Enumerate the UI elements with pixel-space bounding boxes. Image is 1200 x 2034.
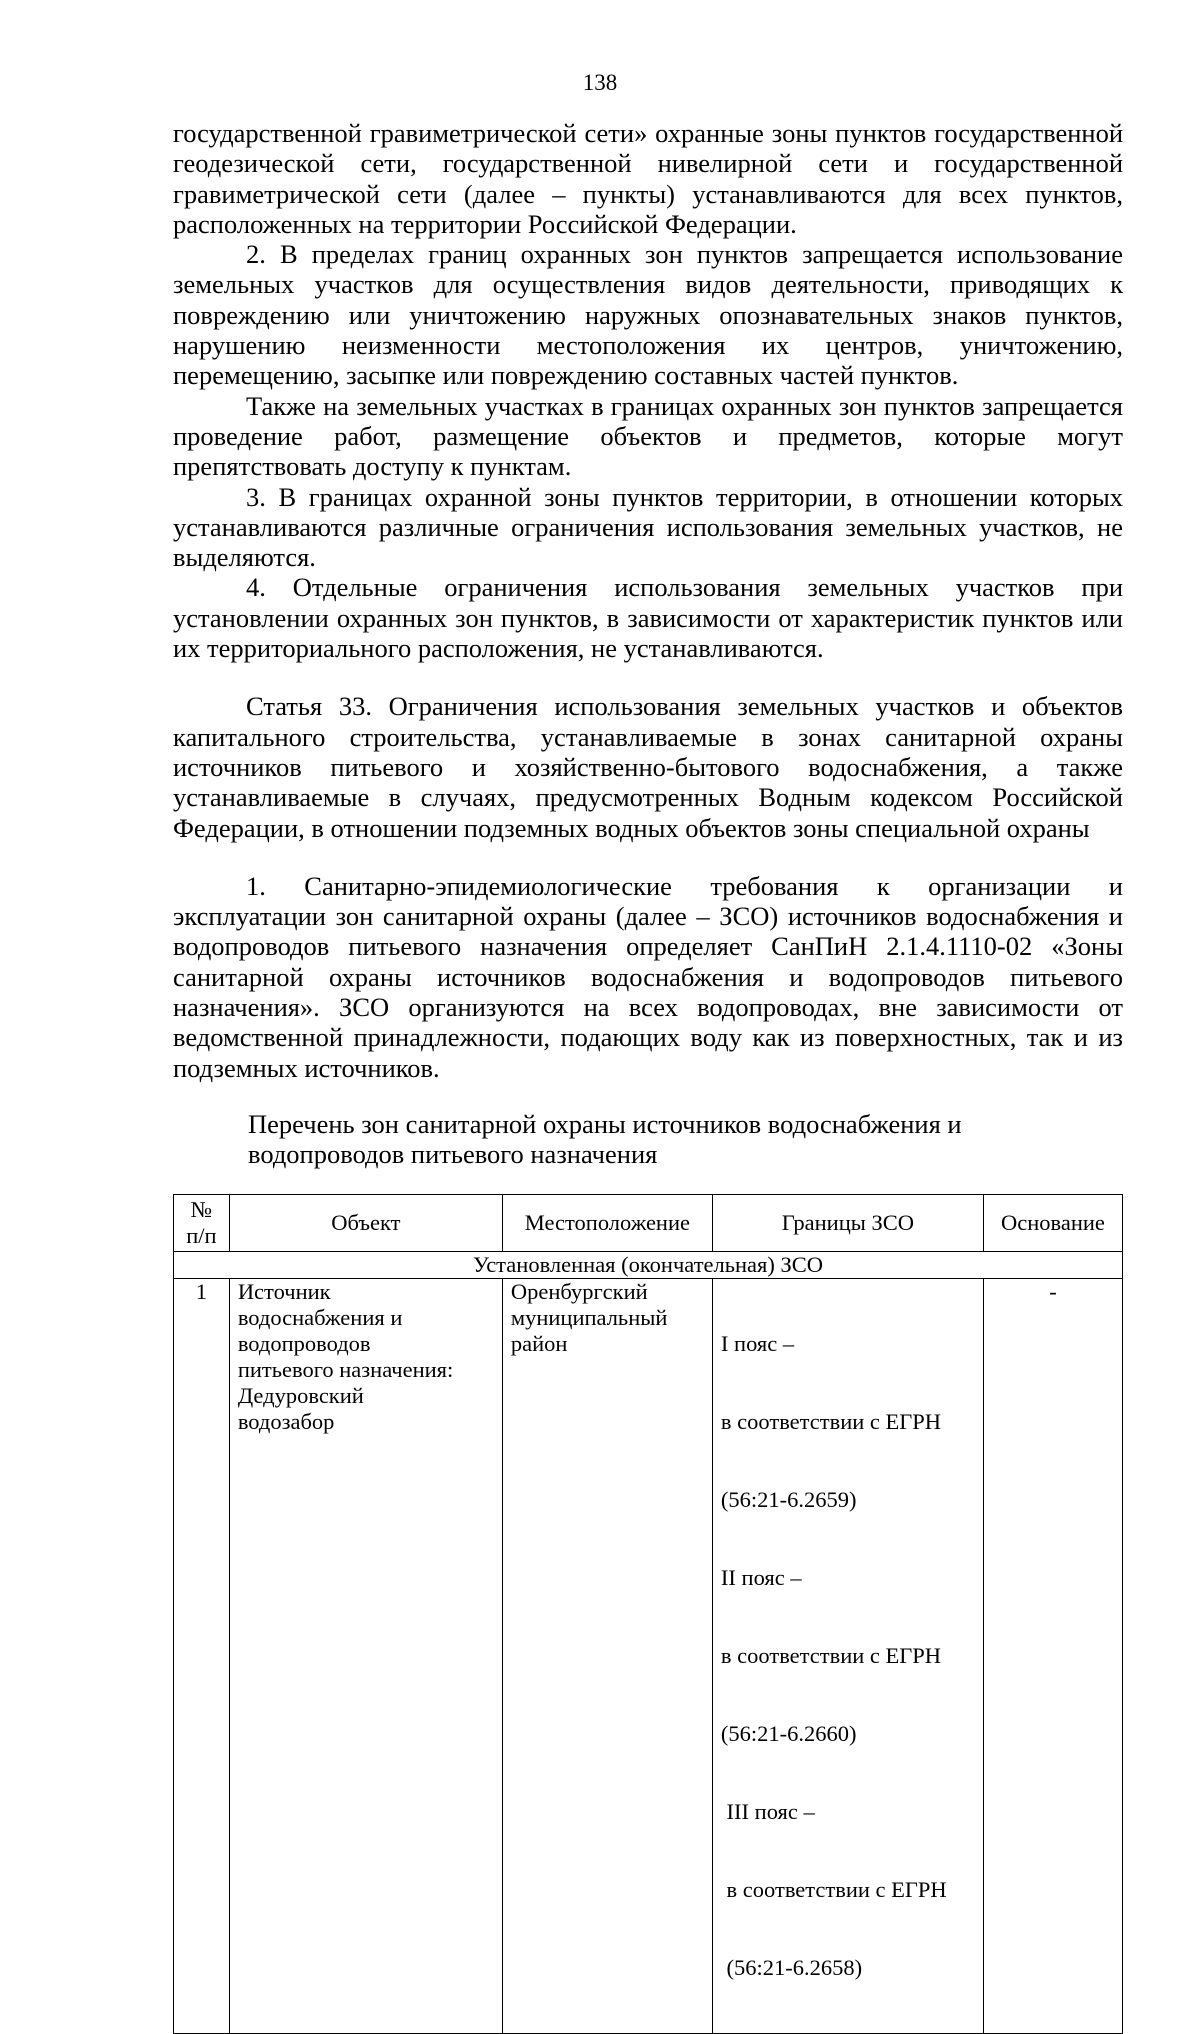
spacer	[173, 1083, 1123, 1109]
cell-line: водопроводов	[237, 1330, 371, 1356]
header-basis: Основание	[983, 1194, 1122, 1251]
cell-line: (56:21-6.2659)	[720, 1486, 857, 1512]
cell-num: 1	[174, 1278, 230, 2033]
paragraph-item-4: 4. Отдельные ограничения использования земельных участков при установлении охранных зон пунктов, в зависимости от характеристик пунктов или их территориального расположения, не устанавливаются.	[173, 572, 1123, 664]
cell-line: (56:21-6.2658)	[720, 1954, 863, 1980]
document-body	[173, 118, 1123, 2034]
cell-line: в соответствии с ЕГРН	[720, 1876, 947, 1902]
header-boundaries: Границы ЗСО	[712, 1194, 983, 1251]
table-group-row	[174, 1251, 1123, 1278]
cell-line: район	[510, 1330, 568, 1356]
table-title-line2: водопроводов питьевого назначения	[248, 1138, 658, 1169]
cell-line: муниципальный	[510, 1304, 668, 1330]
page-number: 138	[582, 70, 618, 95]
cell-location	[502, 1278, 712, 2033]
table-header-row	[174, 1194, 1123, 1251]
table-row	[174, 1278, 1123, 2033]
cell-object	[229, 1278, 502, 2033]
header-num-abbr: п/п	[186, 1222, 217, 1248]
cell-line: питьевого назначения:	[237, 1356, 454, 1382]
spacer	[173, 663, 1123, 691]
cell-line: в соответствии с ЕГРН	[720, 1408, 942, 1434]
cell-line: Оренбургский	[510, 1278, 648, 1304]
cell-line: водозабор	[237, 1408, 335, 1434]
header-num	[174, 1194, 230, 1251]
paragraph-sanpin: 1. Санитарно-эпидемиологические требования к организации и эксплуатации зон санитарной охраны (далее – ЗСО) источников водоснабжения и водопроводов питьевого назначения определяет СанПиН 2.1.4.1110-02 «Зоны санитарной охраны источников водоснабжения и водопроводов питьевого назначения». ЗСО организуются на всех водопроводах, вне зависимости от ведомственной принадлежности, подающих воду как из поверхностных, так и из подземных источников.	[173, 870, 1123, 1083]
spacer	[173, 843, 1123, 871]
paragraph-also: Также на земельных участках в границах охранных зон пунктов запрещается проведение работ, размещение объектов и предметов, которые могут препятствовать доступу к пунктам.	[173, 390, 1123, 482]
header-object: Объект	[229, 1194, 502, 1251]
cell-line: II пояс –	[720, 1564, 802, 1590]
cell-basis: -	[983, 1278, 1122, 2033]
cell-line: в соответствии с ЕГРН	[720, 1642, 942, 1668]
group-label: Установленная (окончательная) ЗСО	[174, 1251, 1123, 1278]
cell-line: водоснабжения и	[237, 1304, 403, 1330]
cell-line: (56:21-6.2660)	[720, 1720, 857, 1746]
header-num-sign: №	[190, 1196, 213, 1222]
cell-line: I пояс –	[720, 1330, 795, 1356]
paragraph-continuation: государственной гравиметрической сети» охранные зоны пунктов государственной геодезической сети, государственной нивелирной сети и государственной гравиметрической сети (далее – пункты) устанавливаются для всех пунктов, расположенных на территории Российской Федерации.	[173, 118, 1123, 239]
header-location: Местоположение	[502, 1194, 712, 1251]
table-title	[173, 1109, 1123, 1169]
cell-line: III пояс –	[720, 1798, 815, 1824]
article-heading: Статья 33. Ограничения использования земельных участков и объектов капитального строительства, устанавливаемые в зонах санитарной охраны источников питьевого и хозяйственно-бытового водоснабжения, а также устанавливаемые в случаях, предусмотренных Водным кодексом Российской Федерации, в отношении подземных водных объектов зоны специальной охраны	[173, 691, 1123, 843]
table-title-line1: Перечень зон санитарной охраны источников водоснабжения и	[248, 1108, 962, 1139]
cell-line: Дедуровский	[237, 1382, 364, 1408]
zso-table	[173, 1194, 1123, 2034]
cell-line: Источник	[237, 1278, 331, 1304]
paragraph-item-2: 2. В пределах границ охранных зон пунктов запрещается использование земельных участков для осуществления видов деятельности, приводящих к повреждению или уничтожению наружных опознавательных знаков пунктов, нарушению неизменности местоположения их центров, уничтожению, перемещению, засыпке или повреждению составных частей пунктов.	[173, 239, 1123, 391]
paragraph-item-3: 3. В границах охранной зоны пунктов территории, в отношении которых устанавливаются различные ограничения использования земельных участков, не выделяются.	[173, 481, 1123, 573]
cell-boundaries	[712, 1278, 983, 2033]
